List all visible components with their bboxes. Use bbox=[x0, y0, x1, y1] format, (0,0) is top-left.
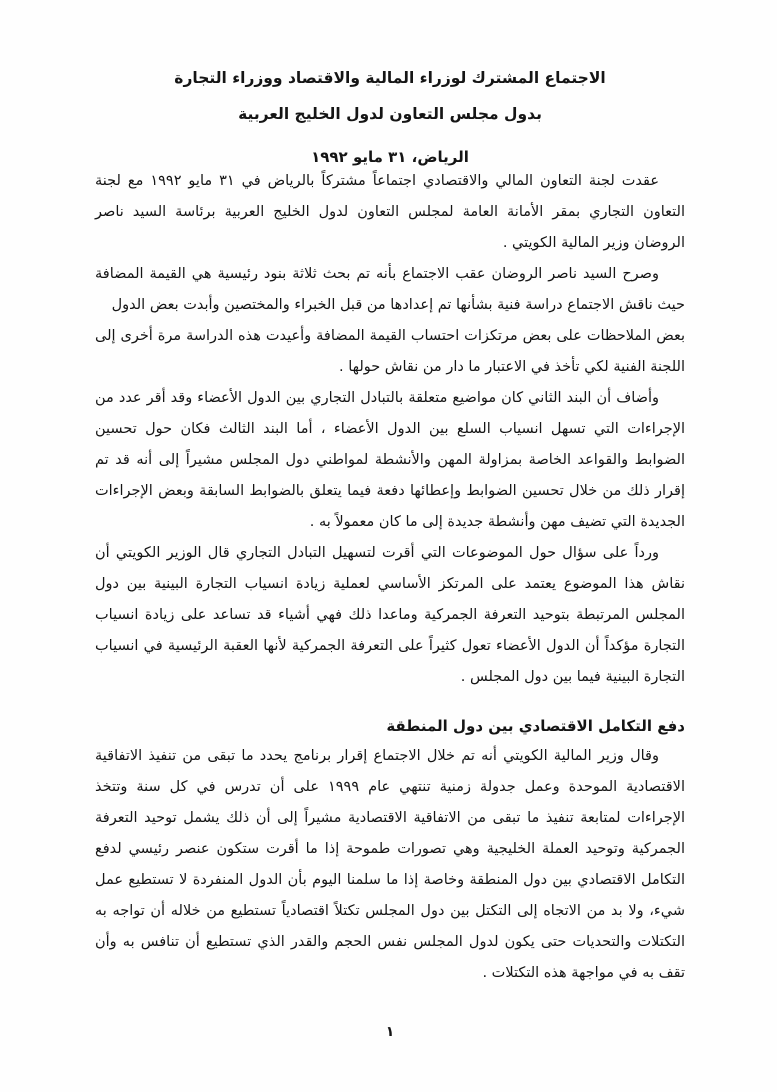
page-number: ١ bbox=[385, 1024, 395, 1040]
document-body bbox=[95, 0, 685, 1040]
date-line: الرياض، ٣١ مايو ١٩٩٢ bbox=[311, 148, 469, 166]
section-heading: دفع التكامل الاقتصادي بين دول المنطقة bbox=[386, 717, 685, 735]
paragraph-continuation: بعض الملاحظات على بعض مرتكزات احتساب القيمة المضافة وأعيدت هذه الدراسة مرة أخرى إلى اللجنة الفنية لكي تأخذ في الاعتبار ما دار من نقاش حولها . bbox=[95, 328, 685, 375]
title-line-2: بدول مجلس التعاون لدول الخليج العربية bbox=[238, 105, 542, 123]
title-line-1: الاجتماع المشترك لوزراء المالية والاقتصاد ووزراء التجارة bbox=[174, 69, 606, 87]
paragraph: عقدت لجنة التعاون المالي والاقتصادي اجتماعاً مشتركاً بالرياض في ٣١ مايو ١٩٩٢ مع لجنة التعاون التجاري بمقر الأمانة العامة لمجلس التعاون لدول الخليج العربية برئاسة السيد ناصر الروضان وزير المالية الكويتي . bbox=[95, 173, 685, 251]
paragraph: ورداً على سؤال حول الموضوعات التي أقرت لتسهيل التبادل التجاري قال الوزير الكويتي أن نقاش هذا الموضوع يعتمد على المرتكز الأساسي لعملية زيادة انسياب التجارة البينية بين دول المجلس المرتبطة بتوحيد التعرفة الجمركية وماعدا ذلك فهي أشياء قد تساعد على زيادة انسياب التجارة مؤكداً أن الدول الأعضاء تعول كثيراً على التعرفة الجمركية لأنها العقبة الرئيسية في انسياب التجارة البينية فيما بين دول المجلس . bbox=[95, 545, 685, 685]
body-text bbox=[95, 166, 685, 989]
document-title bbox=[95, 60, 685, 132]
paragraph: وصرح السيد ناصر الروضان عقب الاجتماع بأنه تم بحث ثلاثة بنود رئيسية هي القيمة المضافة حيث ناقش الاجتماع دراسة فنية بشأنها تم إعدادها من قبل الخبراء والمختصين وأبدت بعض الدول bbox=[95, 266, 685, 313]
paragraph: وأضاف أن البند الثاني كان مواضيع متعلقة بالتبادل التجاري بين الدول الأعضاء وقد أقر عدد من الإجراءات التي تسهل انسياب السلع بين الدول الأعضاء ، أما البند الثالث فكان حول تحسين الضوابط والقواعد الخاصة بمزاولة المهن والأنشطة لمواطني دول المجلس مشيراً إلى أنه قد تم إقرار ذلك من خلال تحسين الضوابط وإعطائها دفعة فيما يتعلق بالضوابط السابقة وبعض الإجراءات الجديدة التي تضيف مهن وأنشطة جديدة إلى ما كان معمولاً به . bbox=[95, 390, 685, 530]
paragraph: وقال وزير المالية الكويتي أنه تم خلال الاجتماع إقرار برنامج يحدد ما تبقى من تنفيذ الاتفاقية الاقتصادية الموحدة وعمل جدولة زمنية تنتهي عام ١٩٩٩ على أن تدرس في كل سنة وتتخذ الإجراءات لمتابعة تنفيذ ما تبقى من الاتفاقية الاقتصادية مشيراً إلى أن ذلك يشمل توحيد التعرفة الجمركية وتوحيد العملة الخليجية وهي تصورات طموحة إذا ما أقرت ستكون عنصر رئيسي لدفع التكامل الاقتصادي بين دول المنطقة وخاصة إذا ما سلمنا اليوم بأن الدول المنفردة لا تستطيع عمل شيء، ولا بد من الاتجاه إلى التكتل بين دول المجلس تكتلاً اقتصادياً تستطيع من خلاله أن تواجه به التكتلات والتحديات حتى يكون لدول المجلس نفس الحجم والقدر الذي تستطيع أن تنافس به وأن تقف به في مواجهة هذه التكتلات . bbox=[95, 748, 685, 981]
